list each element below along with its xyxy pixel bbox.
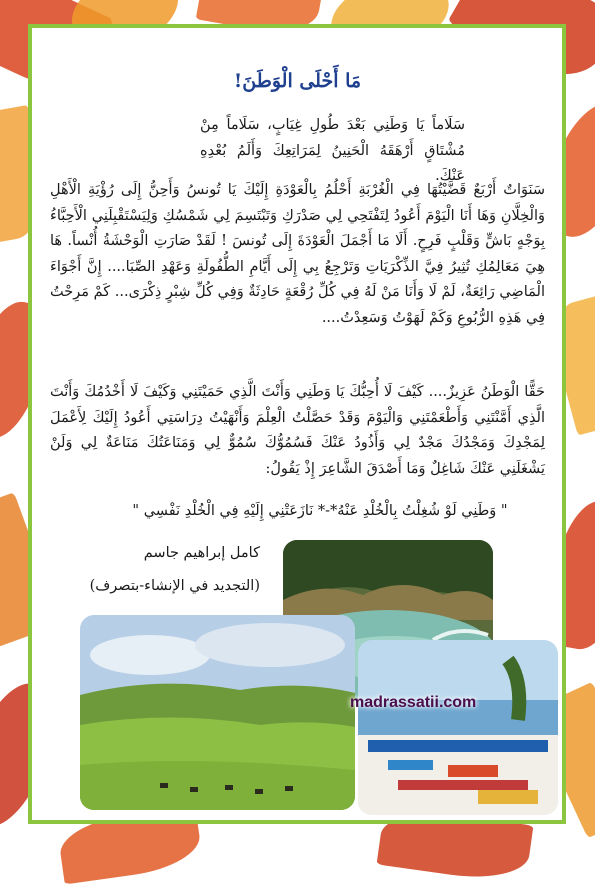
site-watermark: madrassatii.com: [350, 694, 477, 711]
lesson-title: مَا أَحْلَى الْوَطَنَ!: [233, 70, 362, 92]
author-name: كامل إبراهيم جاسم: [143, 545, 260, 561]
paragraph-greeting: سَلَاماً يَا وَطَنِي بَعْدَ طُولِ غِيَابٍ، سَلَاماً مِنْ مُشْتَاقٍ أَرْهَقَهُ الْحَنِينُ لِمَرَاتِعِكَ وَأَلَمُ بُعْدِهِ عَنْكَ.: [200, 117, 465, 184]
paragraph-homeland: حَقًّا الْوَطَنُ عَزِيزٌ.... كَيْفَ لَا أُحِبُّكَ يَا وَطَنِي وَأَنْتَ الَّذِي حَمَيْتَنِي وَكَيْفَ لَا أَخْدُمُكَ وَأَنْتَ الَّذِي أَمَّنْتَنِي وَأَطْعَمْتَنِي وَالْيَوْمَ وَقَدْ حَصَّلْتُ الْعِلْمَ وَأَنْهَيْتُ دِرَاسَتِي أَعُودُ إِلَيْكَ لِأَعْمَلَ لِمَجْدِكَ وَمَجْدُكَ مَجْدٌ لِي وَأَذُودُ عَنْكَ فَسُمُوُّكَ سُمُوٌّ لِي وَمَنَاعَتُكَ مَنَاعَةٌ لِي وَلَنْ يَشْغَلَنِي عَنْكَ شَاغِلٌ وَمَا أَصْدَقَ الشَّاعِرَ إِذْ يَقُولُ:: [50, 384, 545, 477]
countryside-meadow-photo: [80, 615, 355, 810]
sidi-bou-said-terrace-photo: [358, 640, 558, 815]
poem-verse: " وَطَنِي لَوْ شُغِلْتُ بِالْخُلْدِ عَنْهُ*-* نَازَعَتْنِي إِلَيْهِ فِي الْخُلْدِ نَفْسِي ": [132, 503, 508, 519]
paragraph-return: سَنَوَاتٌ أَرْبَعٌ قَضَّيْتُهَا فِي الْغُرْبَةِ أَحْلُمُ بِالْعَوْدَةِ إِلَيْكَ يَا تُونسُ وَأَحِنُّ إِلَى رُؤْيَةِ الْأَهْلِ وَالْخِلَّانِ وَهَا أَنَا الْيَوْمَ أَعُودُ لِتَفْتَحِي لِي صَدْرَكِ وَتَبْتَسِمَ لِي شَمْسُكِ وَلِيَسْتَقْبِلَنِي الْأَحِبَّاءُ بِوَجْهٍ بَاشٍّ وَقَلْبٍ فَرِحٍ. أَلَا مَا أَجْمَلَ الْعَوْدَةَ إِلَى تُونسَ ! لَقَدْ صَارَتِ الْوَحْشَةُ أُنْساً. هَا هِيَ مَعَالِمُكِ تُثِيرُ فِيَّ الذِّكْرَيَاتِ وَتَرْجِعُ بِي إِلَى أَيَّامِ الطُّفُولَةِ وَعَهْدِ الصِّبَا.... إِنَّ أَجْوَاءَ الْمَاضِي رَائِعَةٌ، لَمْ لَا وَأَنَا مَنْ لَهُ فِي كُلِّ رُقْعَةٍ حَادِثَةٌ وَفِي كُلِّ شِبْرٍ ذِكْرَى... كَمْ مَرِحْتُ فِي هَذِهِ الرُّبُوعِ وَكَمْ لَهَوْتُ وَسَعِدْتُ....: [50, 182, 545, 326]
source-citation: (التجديد في الإنشاء-بتصرف): [89, 578, 260, 594]
